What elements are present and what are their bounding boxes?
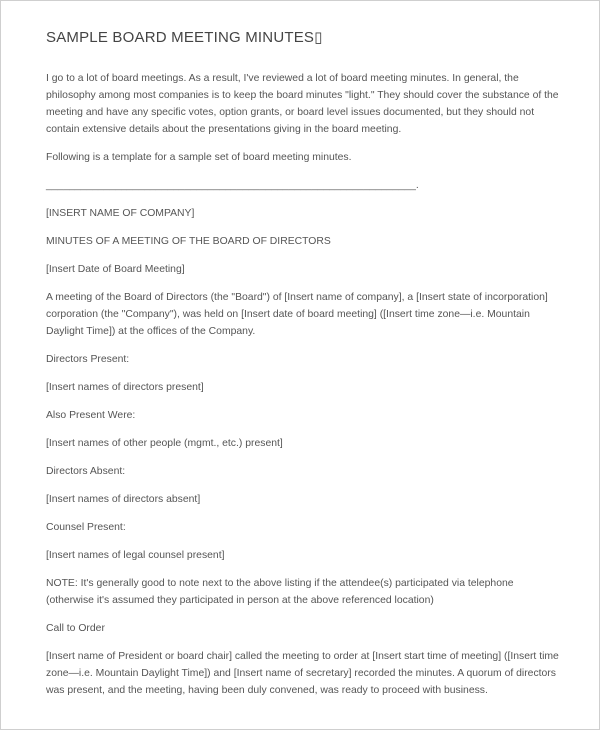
document-title: SAMPLE BOARD MEETING MINUTES▯ — [46, 29, 323, 46]
company-placeholder: [INSERT NAME OF COMPANY] — [46, 208, 195, 219]
also-present-label: Also Present Were: — [46, 410, 136, 421]
date-placeholder: [Insert Date of Board Meeting] — [46, 264, 185, 275]
counsel-present-label: Counsel Present: — [46, 522, 126, 533]
note-paragraph: NOTE: It's generally good to note next to the above listing if the attendee(s) participated via telephone (otherwise it's assumed they participated in person at the above referenced location) — [46, 578, 514, 606]
directors-absent-label: Directors Absent: — [46, 466, 126, 477]
directors-absent-value: [Insert names of directors absent] — [46, 494, 201, 505]
call-to-order-label: Call to Order — [46, 623, 105, 634]
template-intro: Following is a template for a sample set of board meeting minutes. — [46, 152, 352, 163]
counsel-present-value: [Insert names of legal counsel present] — [46, 550, 225, 561]
document-body — [46, 28, 559, 699]
directors-present-label: Directors Present: — [46, 354, 130, 365]
also-present-value: [Insert names of other people (mgmt., etc.) present] — [46, 438, 283, 449]
minutes-heading: MINUTES OF A MEETING OF THE BOARD OF DIRECTORS — [46, 236, 331, 247]
intro-paragraph: I go to a lot of board meetings. As a result, I've reviewed a lot of board meeting minutes. In general, the philosophy among most companies is to keep the board minutes "light." They should cover the substance of the meeting and have any specific votes, option grants, or board level issues documented, but they should not contain extensive details about the presentations giving in the board meeting. — [46, 73, 559, 135]
divider-line: ________________________________________________________________. — [46, 180, 419, 191]
meeting-paragraph: A meeting of the Board of Directors (the "Board") of [Insert name of company], a [Insert state of incorporation] corporation (the "Company"), was held on [Insert date of board meeting] ([Insert time zone—i.e. Mountain Daylight Time]) at the offices of the Company. — [46, 292, 548, 337]
directors-present-value: [Insert names of directors present] — [46, 382, 204, 393]
call-to-order-paragraph: [Insert name of President or board chair] called the meeting to order at [Insert start time of meeting] ([Insert time zone—i.e. Mountain Daylight Time]) and [Insert name of secretary] recorded the minutes. A quorum of directors was present, and the meeting, having been duly convened, was ready to proceed with business. — [46, 651, 559, 696]
